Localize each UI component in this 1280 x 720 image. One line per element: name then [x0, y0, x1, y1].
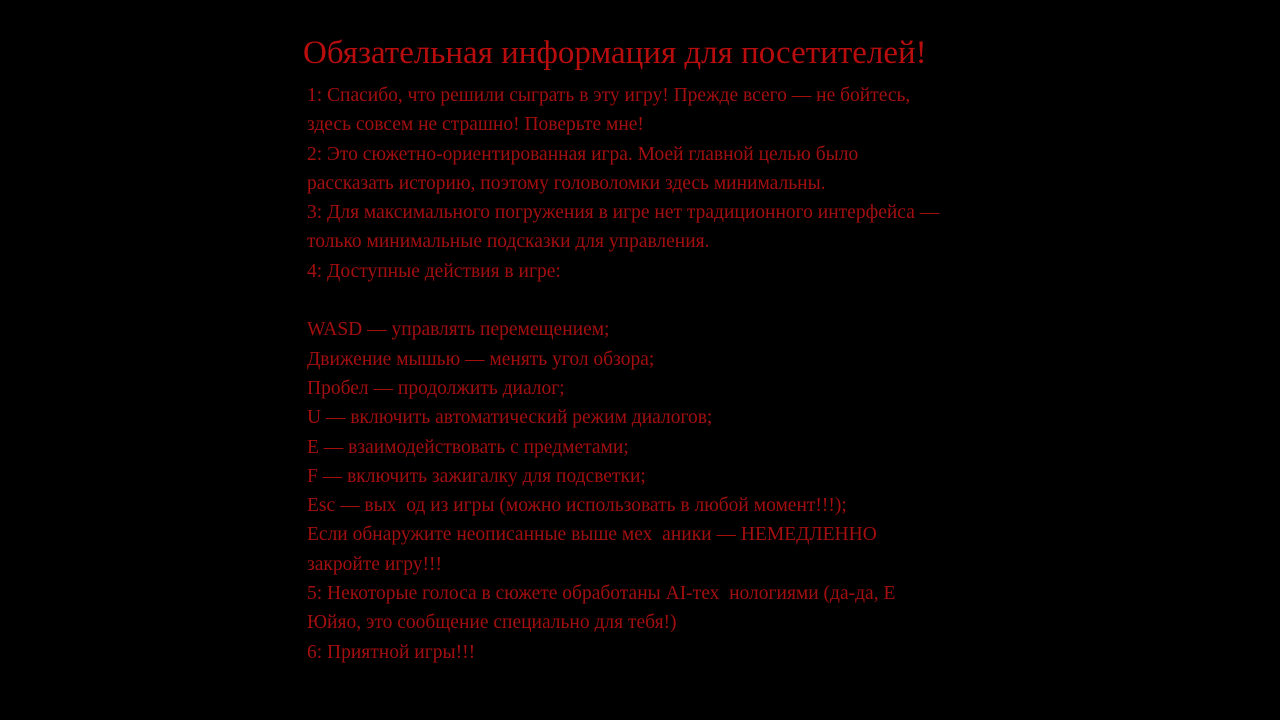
control-line: WASD — управлять перемещением; [307, 319, 610, 341]
notice-line: только минимальные подсказки для управления. [307, 231, 710, 253]
notice-line: 4: Доступные действия в игре: [307, 260, 561, 282]
warning-line: закройте игру!!! [307, 553, 442, 575]
notice-body [307, 81, 1047, 667]
control-line: E — взаимодействовать с предметами; [307, 436, 629, 458]
notice-line: здесь совсем не страшно! Поверьте мне! [307, 114, 644, 136]
blank-line [307, 286, 1047, 315]
control-line: Движение мышью — менять угол обзора; [307, 348, 655, 370]
control-line: U — включить автоматический режим диалогов; [307, 407, 713, 429]
notice-line: 1: Спасибо, что решили сыграть в эту игру! Прежде всего — не бойтесь, [307, 85, 911, 106]
notice-line: Юйяо, это сообщение специально для тебя!) [307, 612, 677, 634]
warning-line: Если обнаружите неописанные выше мех аники — НЕМЕДЛЕННО [307, 524, 877, 546]
control-line: F — включить зажигалку для подсветки; [307, 465, 646, 487]
control-line: Пробел — продолжить диалог; [307, 377, 565, 399]
notice-line: 2: Это сюжетно-ориентированная игра. Моей главной целью было [307, 143, 859, 165]
notice-line: рассказать историю, поэтому головоломки здесь минимальны. [307, 172, 826, 194]
notice-line: 6: Приятной игры!!! [307, 641, 476, 663]
notice-line: 3: Для максимального погружения в игре нет традиционного интерфейса — [307, 202, 940, 224]
notice-line: 5: Некоторые голоса в сюжете обработаны AI-тех нологиями (да-да, Е [307, 583, 896, 605]
control-line: Esc — вых од из игры (можно использовать в любой момент!!!); [307, 495, 847, 517]
notice-title: Обязательная информация для посетителей! [303, 35, 927, 71]
